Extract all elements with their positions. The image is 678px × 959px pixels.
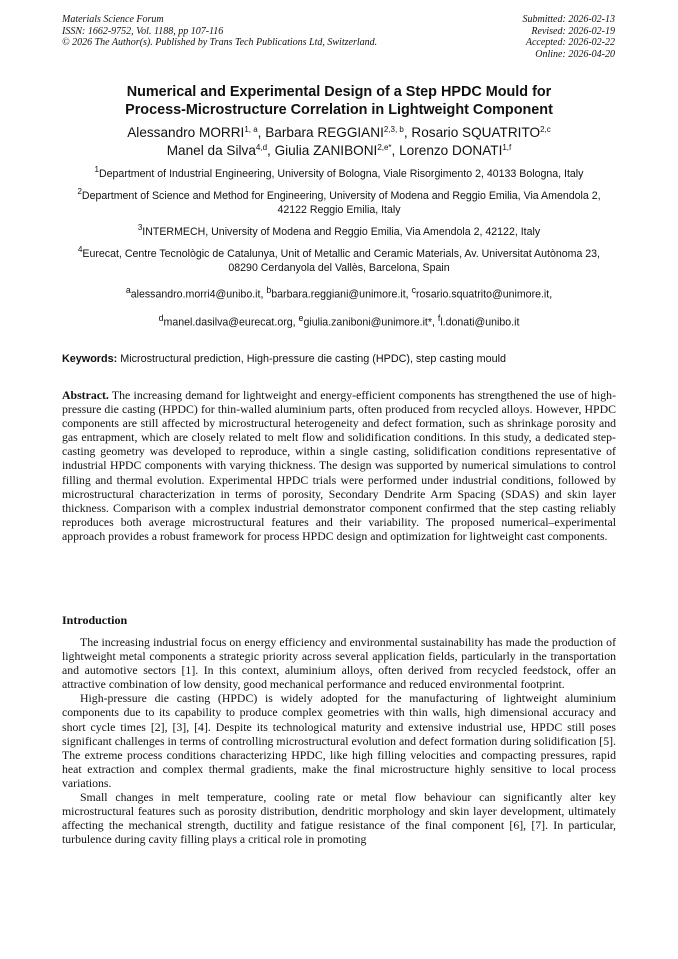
email-marker: b xyxy=(266,285,272,295)
author-affiliation-marker: 2,e* xyxy=(377,143,392,152)
journal-info xyxy=(62,14,377,49)
email-address[interactable]: rosario.squatrito@unimore.it, xyxy=(416,288,553,301)
author-affiliation-marker: 2,3, b xyxy=(383,125,404,134)
author-affiliation-marker: 1, a xyxy=(244,125,258,134)
affiliation xyxy=(62,225,616,239)
affiliation-number: 3 xyxy=(137,223,143,232)
affiliation xyxy=(62,247,616,275)
affiliation-text: INTERMECH, University of Modena and Reggio Emilia, Via Amendola 2, 42122, Italy xyxy=(142,226,541,238)
email-line xyxy=(62,283,616,302)
author-separator: , xyxy=(391,143,400,158)
author-separator: , xyxy=(267,143,275,158)
email-marker: e xyxy=(298,312,304,323)
author-name: Barbara REGGIANI xyxy=(265,125,384,140)
author-name: Giulia ZANIBONI xyxy=(274,143,378,158)
keywords xyxy=(62,352,616,366)
email-marker: a xyxy=(125,285,131,295)
section-heading-introduction: Introduction xyxy=(62,613,128,627)
paragraph: High-pressure die casting (HPDC) is widely adopted for the manufacturing of lightweight aluminium components due to its capability to produce complex geometries with thin walls, high dimensional accuracy and short cycle times [2], [3], [4]. Despite its technological maturity and extensive industrial use, HPDC still poses significant challenges in terms of controlling microstructural evolution and defect formation during solidification [5]. The extreme process conditions characterizing HPDC, like high filling velocities and compacting pressures, rapid heat extraction and complex thermal gradients, make the final microstructure highly sensitive to local process variations. xyxy=(62,691,616,790)
affiliation xyxy=(62,167,616,181)
keywords-text: Microstructural prediction, High-pressure die casting (HPDC), step casting mould xyxy=(117,353,507,365)
email-address[interactable]: l.donati@unibo.it xyxy=(440,316,520,329)
title-line: Process-Microstructure Correlation in Lightweight Component xyxy=(125,102,553,118)
author-affiliation-marker: 4,d xyxy=(255,143,268,152)
email-line xyxy=(62,311,616,330)
author-separator: , xyxy=(403,125,412,140)
affiliation-text: Department of Science and Method for Engineering, University of Modena and Reggio Emilia, Via Amendola 2, 42122 Reggio Emilia, Italy xyxy=(81,190,601,216)
paragraph: The increasing industrial focus on energy efficiency and environmental sustainability has made the production of lightweight metal components a strategic priority across several application fields, particularly in the transportation and automotive sectors [1]. In this context, aluminium alloys, often derived from recycled feedstock, offer an attractive combination of low density, good mechanical performance and reduced environmental footprint. xyxy=(62,635,616,692)
journal-issn: ISSN: 1662-9752, Vol. 1188, pp 107-116 xyxy=(62,25,224,37)
email-address[interactable]: barbara.reggiani@unimore.it, xyxy=(271,288,412,301)
journal-name: Materials Science Forum xyxy=(62,14,164,25)
introduction-body xyxy=(62,635,616,846)
author-affiliation-marker: 1,f xyxy=(502,143,512,152)
author-name: Alessandro MORRI xyxy=(127,125,245,140)
paper-title xyxy=(62,83,616,119)
author-name: Lorenzo DONATI xyxy=(399,143,503,158)
affiliation-number: 1 xyxy=(94,165,99,174)
keywords-label: Keywords: xyxy=(62,353,118,365)
email-marker: c xyxy=(411,285,416,295)
abstract xyxy=(62,388,616,543)
journal-copyright: © 2026 The Author(s). Published by Trans Tech Publications Ltd, Switzerland. xyxy=(62,37,378,48)
author-list xyxy=(62,124,616,160)
paragraph: Small changes in melt temperature, cooling rate or metal flow behaviour can significantly alter key microstructural features such as porosity distribution, dendritic morphology and skin layer development, ultimately affecting the mechanical strength, ductility and fatigue resistance of the final component [6], [7]. In particular, turbulence during cavity filling plays a critical role in promoting xyxy=(62,790,616,847)
author-emails xyxy=(62,283,616,329)
author-affiliation-marker: 2,c xyxy=(540,125,551,134)
affiliation-text: Department of Industrial Engineering, University of Bologna, Viale Risorgimento 2, 40133 Bologna, Italy xyxy=(99,168,584,180)
affiliation-number: 4 xyxy=(77,245,83,254)
abstract-text: The increasing demand for lightweight and energy-efficient components has strengthened the use of high-pressure die casting (HPDC) for thin-walled aluminium parts, often produced from recycled alloys. However, HPDC components are still affected by microstructural heterogeneity and defect formation, such as shrinkage porosity and gas entrapment, which are closely related to melt flow and solidification conditions. In this study, a dedicated step-casting geometry was developed to reproduce, within a single casting, solidification conditions representative of industrial HPDC components with varying thickness. The design was supported by numerical simulations to control filling and thermal evolution. Experimental HPDC trials were performed under industrial conditions, followed by microstructural characterization in terms of porosity, Secondary Dendrite Arm Spacing (SDAS) and skin layer thickness. Comparison with a complex industrial demonstrator component confirmed that the step casting reliably reproduces both average microstructural features and their variability. The proposed numerical–experimental approach provides a robust framework for process HPDC design and optimization for lightweight cast components. xyxy=(62,388,616,543)
abstract-label: Abstract. xyxy=(62,388,109,402)
email-address[interactable]: giulia.zaniboni@unimore.it*, xyxy=(303,316,438,329)
email-address[interactable]: alessandro.morri4@unibo.it, xyxy=(130,288,267,301)
publication-dates xyxy=(523,14,616,60)
affiliation-number: 2 xyxy=(77,187,82,196)
title-line: Numerical and Experimental Design of a Step HPDC Mould for xyxy=(126,84,552,100)
date-revised: Revised: 2026-02-19 xyxy=(531,25,615,37)
date-submitted: Submitted: 2026-02-13 xyxy=(522,14,615,25)
author-separator: , xyxy=(257,125,266,140)
date-accepted: Accepted: 2026-02-22 xyxy=(525,37,615,48)
email-marker: f xyxy=(437,312,441,323)
email-address[interactable]: manel.dasilva@eurecat.org, xyxy=(163,316,299,329)
affiliation-text: Eurecat, Centre Tecnològic de Catalunya, Unit of Metallic and Ceramic Materials, Av. Universitat Autònoma 23, 08290 Cerdanyola del Vallès, Barcelona, Spain xyxy=(82,248,601,274)
email-marker: d xyxy=(158,312,164,323)
affiliation xyxy=(62,189,616,217)
affiliations xyxy=(62,167,616,338)
date-online: Online: 2026-04-20 xyxy=(535,48,615,60)
author-name: Rosario SQUATRITO xyxy=(411,125,541,140)
author-name: Manel da Silva xyxy=(166,143,256,158)
